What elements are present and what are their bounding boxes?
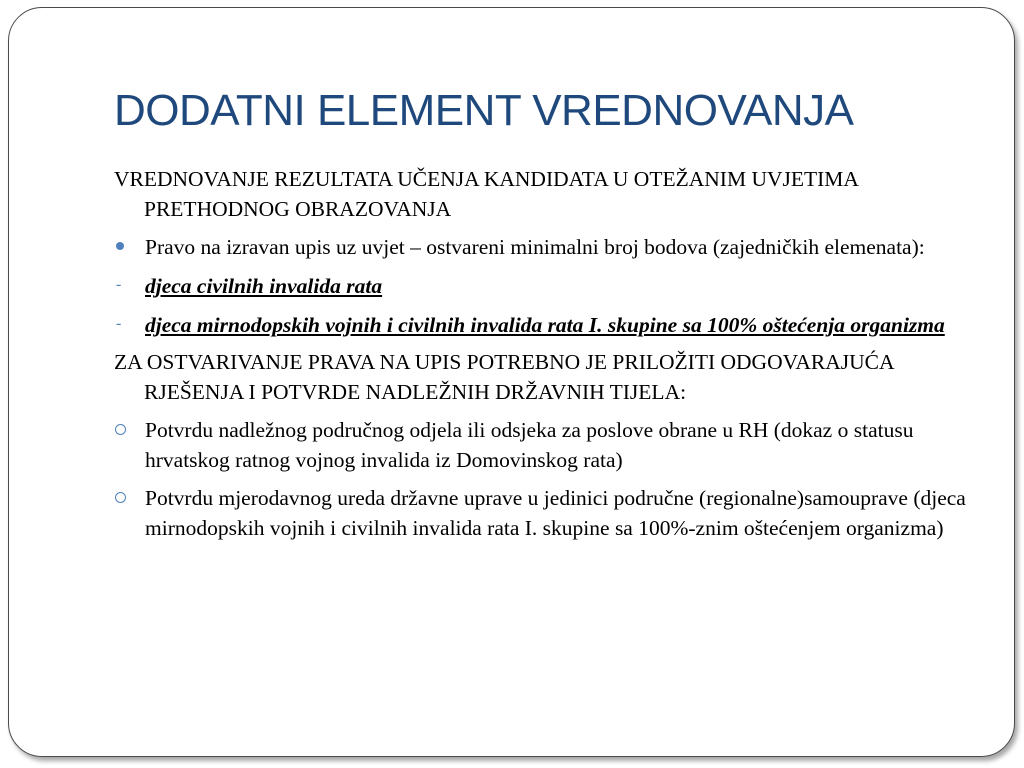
circle-item-text: Potvrdu mjerodavnog ureda državne uprave u jedinici područne (regionalne)samouprave (djeca mirnodopskih vojnih i civilnih invalida rata I. skupine sa 100%-znim oštećenjem organizma) <box>145 486 966 540</box>
circle-item-state-administration <box>114 483 974 543</box>
section-heading-evaluation: VREDNOVANJE REZULTATA UČENJA KANDIDATA U OTEŽANIM UVJETIMA PRETHODNOG OBRAZOVANJA <box>114 167 858 221</box>
dash-item-peacetime-invalids: - djeca mirnodopskih vojnih i civilnih invalida rata I. skupine sa 100% oštećenja organizma <box>116 313 945 337</box>
bullet-item-direct-enrollment <box>114 232 974 262</box>
circle-item-text: Potvrdu nadležnog područnog odjela ili odsjeka za poslove obrane u RH (dokaz o statusu hrvatskog ratnog vojnog invalida iz Domovinskog rata) <box>145 418 914 472</box>
dash-item-text: djeca mirnodopskih vojnih i civilnih invalida rata I. skupine sa 100% oštećenja organizma <box>145 313 945 337</box>
slide-content <box>114 164 974 543</box>
dash-item-civil-war-invalids: - djeca civilnih invalida rata <box>116 274 383 298</box>
section-heading-documents: ZA OSTVARIVANJE PRAVA NA UPIS POTREBNO JE PRILOŽITI ODGOVARAJUĆA RJEŠENJA I POTVRDE NADLEŽNIH DRŽAVNIH TIJELA: <box>114 350 894 404</box>
bullet-item-text: Pravo na izravan upis uz uvjet – ostvareni minimalni broj bodova (zajedničkih elemenata): <box>145 235 925 259</box>
circle-item-defense-office <box>114 415 974 475</box>
slide-title: DODATNI ELEMENT VREDNOVANJA <box>114 86 854 135</box>
dash-item-text: djeca civilnih invalida rata <box>145 274 383 298</box>
